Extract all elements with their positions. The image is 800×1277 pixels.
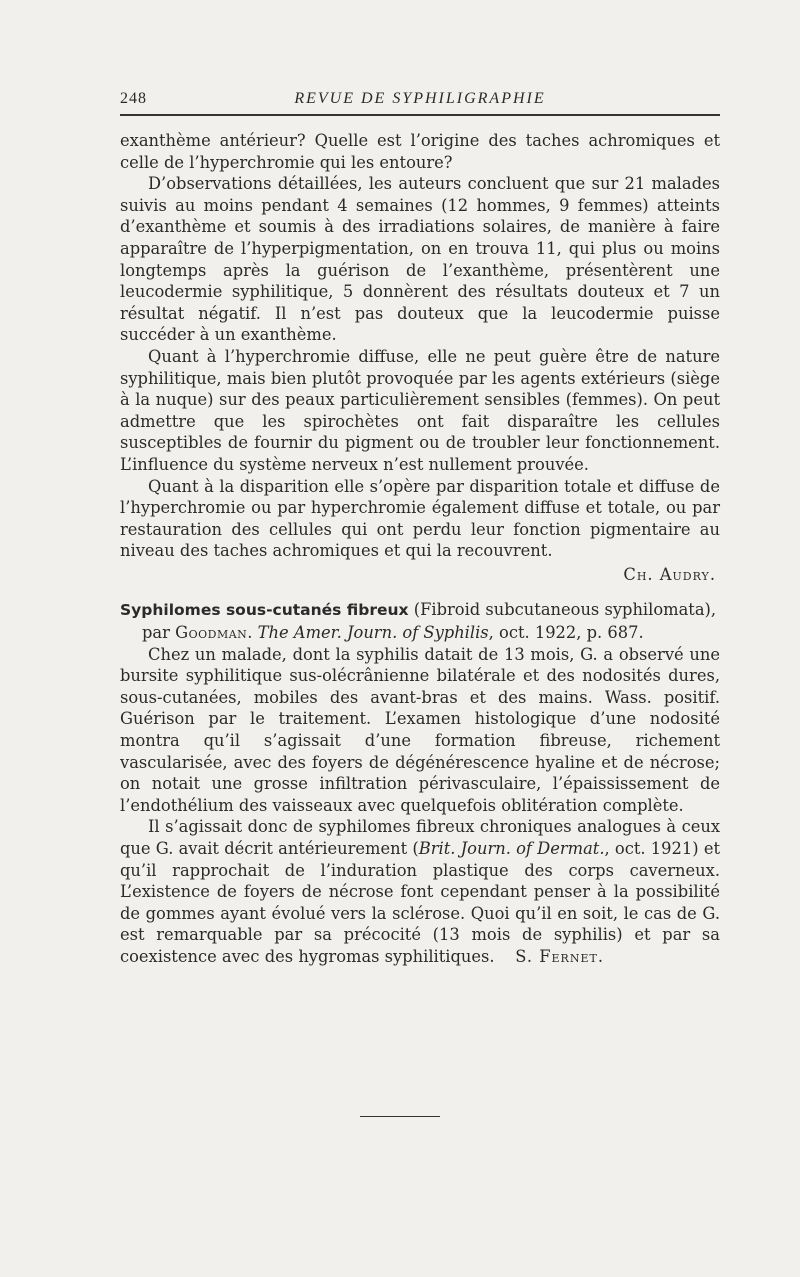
article-title-rest: (Fibroid subcutaneous syphilomata), bbox=[408, 600, 717, 620]
inline-reference: Brit. Journ. of Dermat. bbox=[418, 839, 605, 858]
paragraph: Chez un malade, dont la syphilis datait de 13 mois, G. a observé une bursite syphilitique sus-olécrânienne bilatérale et des nodosités dures, sous-cutanées, mobiles des avant-bras et des mains. Wass. positif. Guérison par le traitement. L’examen histologique d’une nodosité montra qu’il s’agissait d’une formation fibreuse, richement vascularisée, avec des foyers de dégénérescence hyaline et de nécrose; on notait une grosse infiltration périvasculaire, l’épaississement de l’endothélium des vaisseaux avec quelquefois oblitération complète. bbox=[120, 644, 720, 815]
paragraph bbox=[120, 816, 720, 967]
paragraph: exanthème antérieur? Quelle est l’origine des taches achromiques et celle de l’hyperchromie qui les entoure? bbox=[120, 131, 720, 172]
ref-sep: . bbox=[247, 623, 258, 643]
paragraph-end: , oct. 1921) et qu’il rapprochait de l’induration plastique des corps caverneux. L’existence de foyers de nécrose font cependant penser à la possibilité de gommes ayant évolué vers la sclérose. Quoi qu’il en soit, le cas de G. est remarquable par sa précocité (13 mois de syphilis) et par sa coexistence avec des hygromas syphilitiques. bbox=[120, 839, 721, 966]
paragraph: Quant à l’hyperchromie diffuse, elle ne peut guère être de nature syphilitique, mais bien plutôt provoquée par les agents extérieurs (siège à la nuque) sur des peaux particulièrement sensibles (femmes). On peut admettre que les spirochètes ont fait disparaître les cellules susceptibles de fournir du pigment ou de troubler leur fonctionnement. L’influence du système nerveux n’est nullement prouvée. bbox=[120, 346, 720, 474]
paragraph-start: Il s’agissait donc de syphilomes fibreux chroniques analogues à ceux que G. avait décrit antérieurement ( bbox=[120, 817, 720, 858]
article-title: Syphilomes sous-cutanés fibreux bbox=[120, 601, 409, 620]
ref-tail: , oct. 1922, p. 687. bbox=[488, 623, 644, 643]
signature-fernet: S. Fernet. bbox=[515, 946, 604, 966]
signature-audry: Ch. Audry. bbox=[623, 564, 716, 584]
page-content bbox=[120, 88, 720, 968]
paragraph: Quant à la disparition elle s’opère par disparition totale et diffuse de l’hyperchromie ou par hyperchromie également diffuse et totale, ou par restauration des cellules qui ont perdu leur fonction pigmentaire au niveau des taches achromiques et qui la recouvrent. bbox=[120, 476, 720, 561]
end-rule bbox=[360, 1116, 440, 1117]
paragraph: D’observations détaillées, les auteurs concluent que sur 21 malades suivis au moins pendant 4 semaines (12 hommes, 9 femmes) atteints d’exanthème et soumis à des irradiations solaires, de manière à faire apparaître de l’hyperpigmentation, on en trouva 11, qui plus ou moins longtemps après la guérison de l’exanthème, présentèrent une leucodermie syphilitique, 5 donnèrent des résultats douteux et 7 un résultat négatif. Il n’est pas douteux que la leucodermie puisse succéder à un exanthème. bbox=[120, 174, 720, 345]
page-header bbox=[120, 88, 720, 112]
header-rule bbox=[120, 114, 720, 116]
ref-author: Goodman bbox=[175, 623, 248, 643]
ref-journal: The Amer. Journ. of Syphilis bbox=[257, 623, 489, 643]
ref-par: par bbox=[142, 623, 176, 643]
running-head: REVUE DE SYPHILIGRAPHIE bbox=[294, 90, 546, 107]
article-heading bbox=[120, 599, 720, 622]
article-reference bbox=[120, 622, 720, 644]
page-number: 248 bbox=[120, 90, 147, 107]
